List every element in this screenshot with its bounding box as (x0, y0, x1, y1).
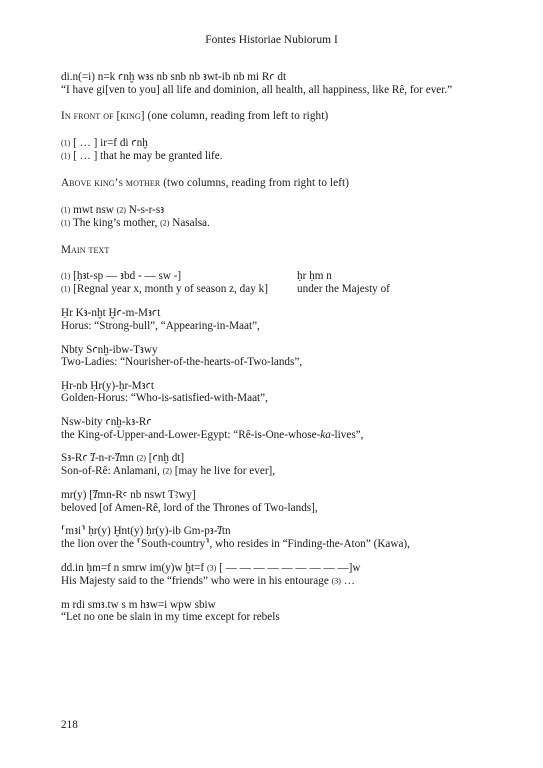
translation-line (61, 429, 481, 442)
text-block-6 (61, 344, 481, 369)
translation-text: [Regnal year x, month y of season z, day k] (73, 283, 268, 296)
line-number: (2) (116, 205, 126, 215)
transliteration-line (61, 137, 481, 150)
page-number: 218 (61, 719, 78, 731)
text-block-4 (61, 270, 481, 296)
translation-line: “Let no one be slain in my time except for rebels (61, 611, 280, 624)
transliteration-text: dd.in ḥm=f n smrw im(y)w ḫt=f (61, 561, 205, 574)
right-column (297, 270, 390, 295)
translation-line (61, 575, 481, 588)
transliteration-text: mwt nsw (73, 203, 114, 216)
heading-label: In front of [king] (61, 110, 145, 123)
text-block-3 (61, 204, 481, 230)
transliteration-line (61, 270, 268, 283)
transliteration-text: ḥr ḥm n (297, 270, 332, 283)
line-number: (1) (61, 205, 71, 215)
transliteration-text: [ … ] ir=f di ꜥnḫ (73, 136, 148, 149)
text-block-13 (61, 599, 481, 624)
heading-label: Main text (61, 243, 110, 256)
transliteration-text: [ — — — — — — — — —]w (219, 561, 361, 574)
translation-text: -lives”, (330, 428, 364, 441)
translation-text: … (343, 574, 355, 587)
translation-text: [ … ] that he may be granted life. (73, 149, 223, 162)
translation-text: Son-of-Rê: Anlamani, (61, 465, 160, 478)
section-heading-front-of-king (61, 110, 481, 123)
left-column (61, 270, 268, 296)
transliteration-line: ⸢mꜣi⸣ ḥr(y) Ḫnt(y) ḥr(y)-ib Gm-pꜣ-Ꞽtn (61, 525, 231, 538)
transliteration-line: Ḥr-nb Ḥr(y)-ḥr-Mꜣꜥt (61, 379, 155, 392)
translation-text: The king’s mother, (72, 216, 158, 229)
translation-text: under the Majesty of (297, 282, 390, 295)
transliteration-line (61, 452, 481, 465)
translation-line: the lion over the ⸢South-country⸣, who resides in “Finding-the-Aton” (Kawa), (61, 538, 410, 551)
text-block-10 (61, 489, 481, 514)
translation-line: Two-Ladies: “Nourisher-of-the-hearts-of-Two-lands”, (61, 356, 303, 369)
line-number: (2) (162, 466, 172, 476)
text-block-5 (61, 307, 481, 332)
transliteration-line (61, 204, 481, 217)
line-number: (3) (206, 563, 217, 573)
line-number: (3) (331, 576, 341, 586)
translation-text: [may he live for ever], (174, 465, 276, 478)
text-block-9 (61, 452, 481, 478)
translation-line: “I have gi[ven to you] all life and dominion, all health, all happiness, like Rê, for ever.” (61, 83, 453, 96)
transliteration-line: Ḥr Kꜣ-nḫt Ḫꜥ-m-Mꜣꜥt (61, 307, 161, 320)
translation-line: Golden-Horus: “Who-is-satisfied-with-Maat”, (61, 392, 268, 405)
heading-label: Above king’s mother (61, 176, 161, 189)
running-head: Fontes Historiae Nubiorum I (205, 34, 338, 46)
section-heading-main-text (61, 244, 481, 257)
transliteration-line: mr(y) [Ꞽmn-Rꜥ nb nswt Tꜣwy] (61, 489, 196, 502)
text-block-1 (61, 71, 481, 96)
translation-line: Horus: “Strong-bull”, “Appearing-in-Maat”, (61, 319, 260, 332)
main-content (61, 71, 481, 624)
translation-line (61, 150, 481, 163)
heading-note: (two columns, reading from right to left) (163, 176, 350, 189)
translation-line: beloved [of Amen-Rê, lord of the Thrones of Two-lands], (61, 501, 318, 514)
transliteration-line: Nbty Sꜥnḫ-ibw-Tꜣwy (61, 343, 158, 356)
transliteration-text: [ꜥnḫ dt] (148, 452, 185, 465)
transliteration-text: [ḥꜣt-sp — ꜣbd - — sw -] (73, 270, 182, 283)
translation-text: His Majesty said to the “friends” who were in his entourage (61, 574, 329, 587)
line-number: (1) (61, 138, 71, 148)
heading-note: (one column, reading from left to right) (147, 110, 329, 123)
section-heading-above-kings-mother (61, 177, 481, 190)
text-block-12 (61, 562, 481, 588)
transliteration-line: Nsw-bity ꜥnḫ-kꜣ-Rꜥ (61, 415, 152, 428)
transliteration-line: m rdi smꜣ.tw s m hꜣw=i wpw sbiw (61, 598, 216, 611)
line-number: (2) (160, 218, 170, 228)
translation-italic-text: ka (320, 428, 331, 441)
translation-line (61, 217, 481, 230)
line-number: (1) (61, 218, 71, 228)
translation-text: Nasalsa. (172, 216, 210, 229)
text-block-2 (61, 137, 481, 163)
translation-line (61, 465, 481, 478)
transliteration-text: Sꜣ-Rꜥ Ꞽ-n-r-Ꞽmn (61, 452, 134, 465)
transliteration-text: N-s-r-sꜣ (128, 203, 165, 216)
text-block-11 (61, 525, 481, 550)
translation-line (61, 283, 268, 296)
text-block-7 (61, 380, 481, 405)
line-number: (1) (61, 284, 71, 294)
translation-text: the King-of-Upper-and-Lower-Egypt: “Rê-is-One-whose- (61, 428, 321, 441)
line-number: (2) (136, 453, 146, 463)
transliteration-line: di.n(=i) n=k ꜥnḫ wꜣs nb snb nb ꜣwt-ib nb mi Rꜥ dt (61, 71, 287, 83)
line-number: (1) (61, 151, 71, 161)
transliteration-line (61, 562, 481, 575)
line-number: (1) (61, 271, 71, 281)
text-block-8 (61, 416, 481, 441)
